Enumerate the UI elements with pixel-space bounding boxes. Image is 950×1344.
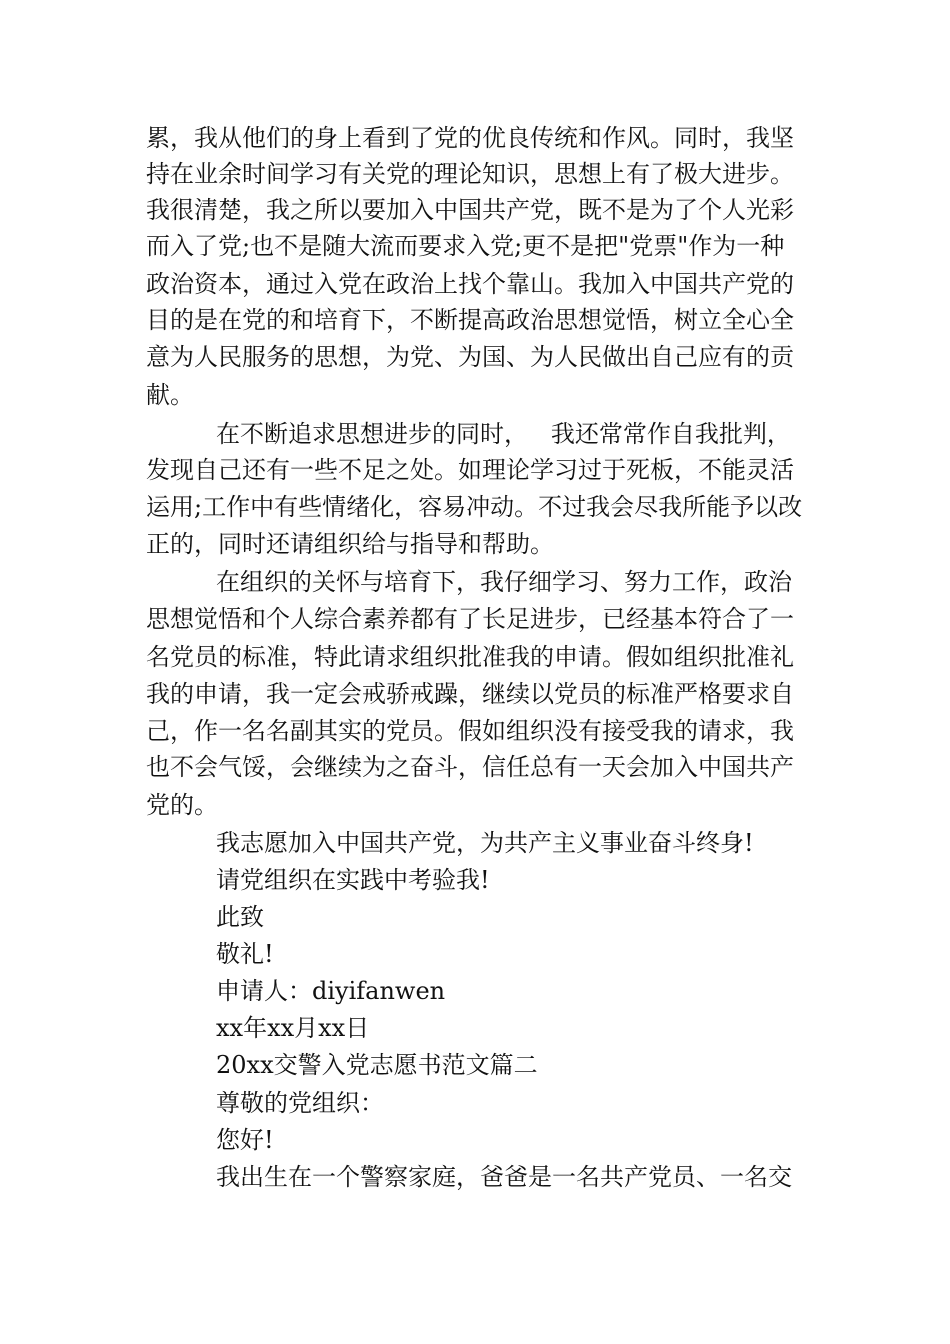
text-line: 思想觉悟和个人综合素养都有了长足进步，已经基本符合了一	[146, 605, 794, 633]
text-line: 运用;工作中有些情绪化，容易冲动。不过我会尽我所能予以改	[146, 493, 803, 521]
text-line: 20xx交警入党志愿书范文篇二	[216, 1051, 538, 1079]
text-line: 请党组织在实践中考验我!	[216, 866, 490, 894]
text-line: 发现自己还有一些不足之处。如理论学习过于死板，不能灵活	[146, 456, 794, 484]
text-line: 申请人：diyifanwen	[216, 977, 446, 1005]
text-line: 我的申请，我一定会戒骄戒躁，继续以党员的标准严格要求自	[146, 680, 794, 708]
text-line: 在组织的关怀与培育下，我仔细学习、努力工作，政治	[216, 568, 792, 596]
text-line: 己，作一名名副其实的党员。假如组织没有接受我的请求，我	[146, 717, 794, 745]
text-line: 而入了党;也不是随大流而要求入党;更不是把"党票"作为一种	[146, 232, 785, 260]
text-line: 也不会气馁，会继续为之奋斗，信任总有一天会加入中国共产	[146, 753, 794, 781]
text-line: 在不断追求思想进步的同时， 我还常常作自我批判，	[216, 420, 791, 448]
text-line: 政治资本，通过入党在政治上找个靠山。我加入中国共产党的	[146, 270, 794, 298]
text-line: 我很清楚，我之所以要加入中国共产党，既不是为了个人光彩	[146, 196, 794, 224]
text-line: 目的是在党的和培育下，不断提高政治思想觉悟，树立全心全	[146, 306, 794, 334]
text-line: 正的，同时还请组织给与指导和帮助。	[146, 530, 554, 558]
text-line: 尊敬的党组织：	[216, 1089, 384, 1117]
text-line: 党的。	[146, 791, 218, 819]
text-line: 敬礼!	[216, 940, 274, 968]
text-line: 您好!	[216, 1126, 274, 1154]
text-line: 持在业余时间学习有关党的理论知识，思想上有了极大进步。	[146, 160, 794, 188]
text-line: 名党员的标准，特此请求组织批准我的申请。假如组织批准礼	[146, 643, 794, 671]
text-line: xx年xx月xx日	[216, 1014, 370, 1042]
text-line: 意为人民服务的思想，为党、为国、为人民做出自己应有的贡	[146, 343, 794, 371]
text-line: 此致	[216, 903, 264, 931]
text-line: 我志愿加入中国共产党，为共产主义事业奋斗终身!	[216, 829, 754, 857]
text-line: 我出生在一个警察家庭，爸爸是一名共产党员、一名交	[216, 1163, 792, 1191]
text-line: 献。	[146, 381, 194, 409]
text-line: 累，我从他们的身上看到了党的优良传统和作风。同时，我坚	[146, 124, 794, 152]
